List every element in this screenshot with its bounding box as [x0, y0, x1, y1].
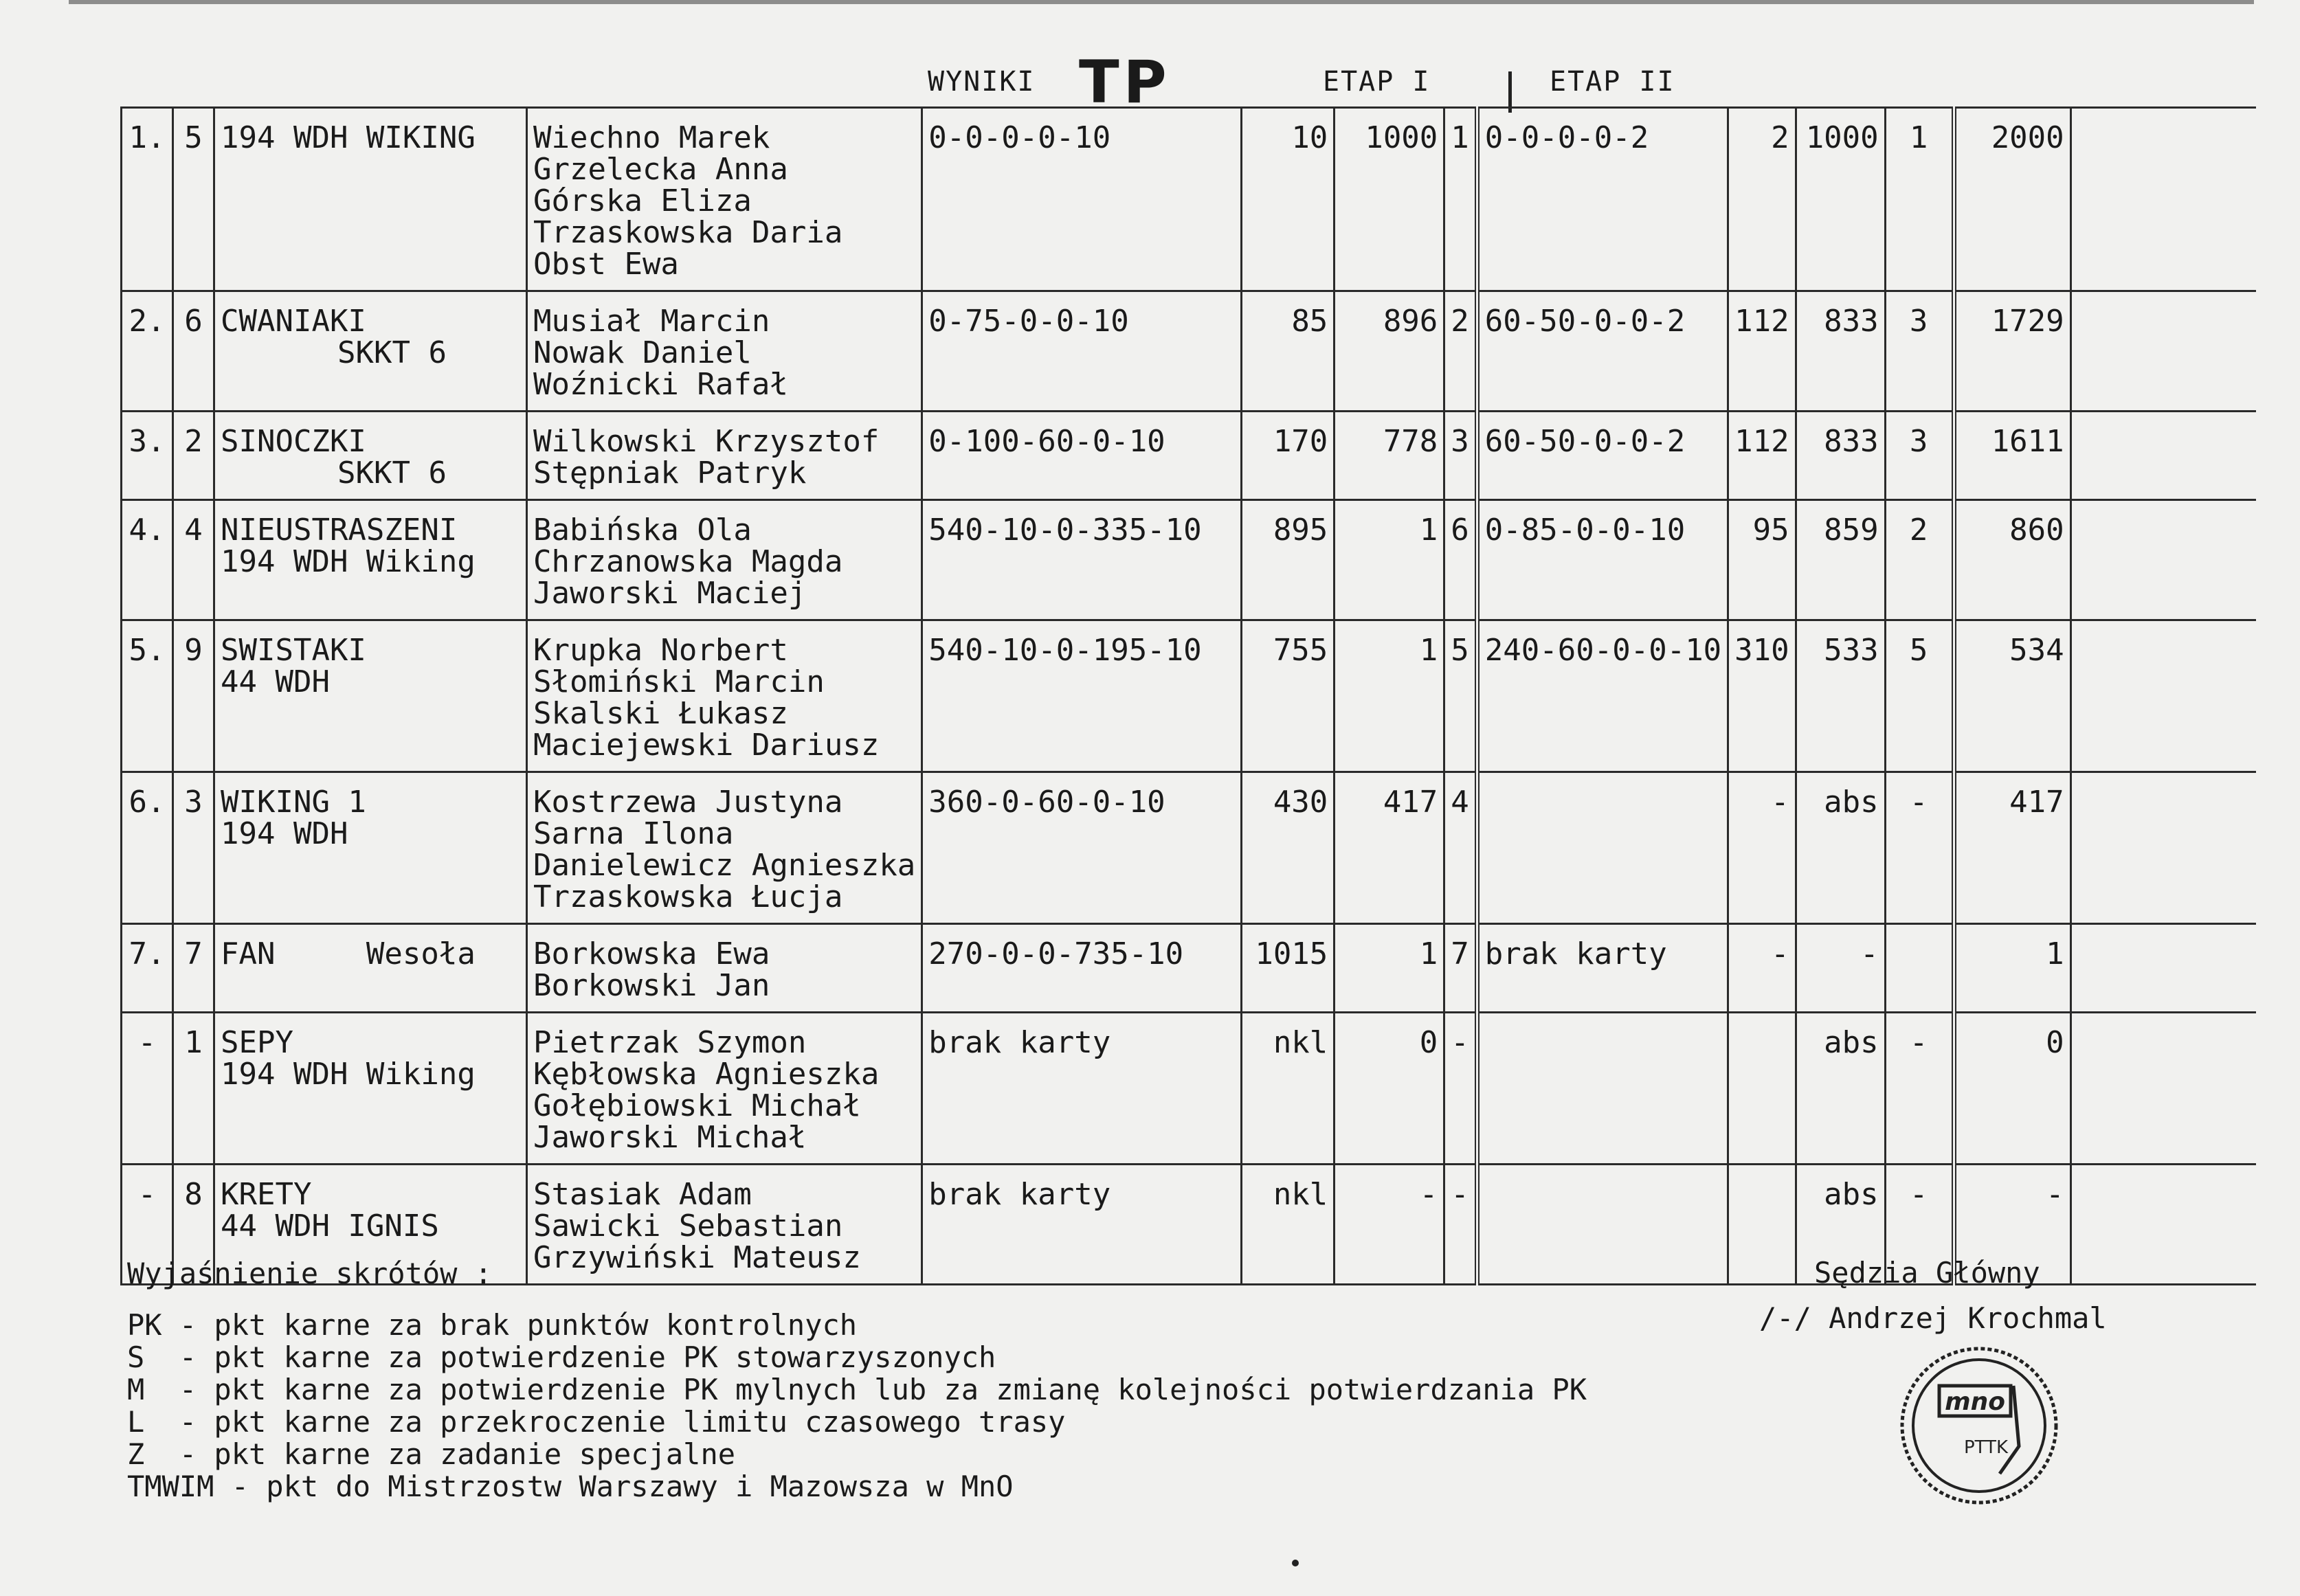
team-line: SINOCZKI [221, 424, 366, 459]
stage2-points-cell: abs [1796, 772, 1885, 924]
stage1-penalties-cell: 540-10-0-195-10 [922, 620, 1242, 772]
team-cell [214, 1013, 527, 1165]
members-cell [527, 108, 922, 291]
stage1-penalties-cell: 360-0-60-0-10 [922, 772, 1242, 924]
member-name: Trzaskowska Daria [533, 215, 843, 250]
stage2-penalty-sum-cell [1728, 1013, 1796, 1165]
legend-title: Wyjaśnienie skrótów : [127, 1257, 493, 1290]
stage2-points-cell: abs [1796, 1165, 1885, 1285]
total-points-cell: 2000 [1954, 108, 2070, 291]
member-name: Sarna Ilona [533, 816, 734, 851]
member-name: Maciejewski Dariusz [533, 728, 880, 763]
team-cell [214, 620, 527, 772]
stage1-points-cell: 0 [1335, 1013, 1444, 1165]
stage2-points-cell: 833 [1796, 412, 1885, 500]
stage2-rank-cell: 5 [1885, 620, 1954, 772]
members-cell [527, 412, 922, 500]
team-cell [214, 291, 527, 412]
members-cell [527, 924, 922, 1013]
stage2-rank-cell: 3 [1885, 291, 1954, 412]
result-row [122, 772, 2257, 924]
stage2-points-cell: 1000 [1796, 108, 1885, 291]
stage1-points-cell: 778 [1335, 412, 1444, 500]
team-cell [214, 924, 527, 1013]
stage1-points-cell: 1 [1335, 500, 1444, 620]
place-cell: - [122, 1165, 173, 1285]
stage2-points-cell: 859 [1796, 500, 1885, 620]
team-line: 44 WDH [221, 664, 330, 699]
start-number-cell: 3 [173, 772, 214, 924]
stage2-penalties-cell: brak karty [1477, 924, 1728, 1013]
result-row [122, 500, 2257, 620]
member-name: Borkowski Jan [533, 968, 770, 1003]
place-cell: 7. [122, 924, 173, 1013]
legend-line: TMWIM - pkt do Mistrzostw Warszawy i Mazowsza w MnO [127, 1470, 1014, 1503]
result-row [122, 924, 2257, 1013]
judge-title: Sędzia Główny [1814, 1256, 2040, 1290]
judge-name: /-/ Andrzej Krochmal [1759, 1301, 2107, 1335]
team-cell [214, 108, 527, 291]
stage2-rank-cell: 1 [1885, 108, 1954, 291]
member-name: Musiał Marcin [533, 304, 770, 339]
speck [1292, 1560, 1299, 1566]
team-cell [214, 412, 527, 500]
header-tp: TP [1079, 48, 1171, 117]
empty-cell [2070, 500, 2256, 620]
member-name: Woźnicki Rafał [533, 367, 788, 402]
member-name: Danielewicz Agnieszka [533, 848, 916, 883]
member-name: Pietrzak Szymon [533, 1025, 807, 1060]
stage1-penalty-sum-cell: 895 [1242, 500, 1335, 620]
member-name: Jaworski Michał [533, 1120, 807, 1155]
team-line: FAN Wesoła [221, 936, 476, 971]
start-number-cell: 8 [173, 1165, 214, 1285]
stage2-penalty-sum-cell: 112 [1728, 412, 1796, 500]
team-line: KRETY [221, 1177, 312, 1212]
stage1-penalties-cell: 540-10-0-335-10 [922, 500, 1242, 620]
member-name: Krupka Norbert [533, 633, 788, 668]
start-number-cell: 6 [173, 291, 214, 412]
empty-cell [2070, 1013, 2256, 1165]
stage1-rank-cell: 4 [1444, 772, 1477, 924]
member-name: Jaworski Maciej [533, 576, 807, 611]
stage1-penalties-cell: 270-0-0-735-10 [922, 924, 1242, 1013]
stage1-penalty-sum-cell: 85 [1242, 291, 1335, 412]
stamp-top-text: mno [1945, 1388, 2005, 1416]
stage1-rank-cell: 5 [1444, 620, 1477, 772]
stage1-rank-cell: 6 [1444, 500, 1477, 620]
chief-judge-signature [1759, 1250, 2107, 1341]
stage2-penalty-sum-cell: - [1728, 772, 1796, 924]
stage2-rank-cell: - [1885, 1165, 1954, 1285]
stage1-penalty-sum-cell: nkl [1242, 1013, 1335, 1165]
stage2-rank-cell [1885, 924, 1954, 1013]
team-line: SKKT 6 [337, 456, 447, 491]
team-line: NIEUSTRASZENI [221, 513, 458, 548]
stage1-penalty-sum-cell: 10 [1242, 108, 1335, 291]
member-name: Stasiak Adam [533, 1177, 752, 1212]
place-cell: 6. [122, 772, 173, 924]
legend-line: L - pkt karne za przekroczenie limitu czasowego trasy [127, 1405, 1066, 1439]
members-cell [527, 1013, 922, 1165]
stamp-bottom-text: PTTK [1963, 1437, 2009, 1458]
stage1-points-cell: 1000 [1335, 108, 1444, 291]
total-points-cell: 1 [1954, 924, 2070, 1013]
result-row [122, 108, 2257, 291]
legend-line: M - pkt karne za potwierdzenie PK mylnych lub za zmianę kolejności potwierdzania PK [127, 1373, 1587, 1406]
members-cell [527, 291, 922, 412]
empty-cell [2070, 291, 2256, 412]
team-line: 194 WDH [221, 816, 348, 851]
empty-cell [2070, 620, 2256, 772]
start-number-cell: 9 [173, 620, 214, 772]
member-name: Babińska Ola [533, 513, 752, 548]
team-line: SWISTAKI [221, 633, 366, 668]
result-row [122, 291, 2257, 412]
member-name: Chrzanowska Magda [533, 544, 843, 579]
team-line: WIKING 1 [221, 785, 366, 820]
legend-line: PK - pkt karne za brak punktów kontrolnych [127, 1308, 858, 1342]
member-name: Górska Eliza [533, 183, 752, 218]
place-cell: - [122, 1013, 173, 1165]
stage1-penalty-sum-cell: 755 [1242, 620, 1335, 772]
stage2-penalty-sum-cell: - [1728, 924, 1796, 1013]
empty-cell [2070, 412, 2256, 500]
stage1-penalties-cell: brak karty [922, 1013, 1242, 1165]
stage1-rank-cell: - [1444, 1165, 1477, 1285]
stage2-penalties-cell: 240-60-0-0-10 [1477, 620, 1728, 772]
member-name: Stępniak Patryk [533, 456, 807, 491]
member-name: Wiechno Marek [533, 120, 770, 155]
stage1-rank-cell: 1 [1444, 108, 1477, 291]
stage2-penalties-cell: 0-85-0-0-10 [1477, 500, 1728, 620]
team-line: 194 WDH WIKING [221, 120, 476, 155]
header-wyniki: WYNIKI [928, 66, 1036, 98]
stage2-points-cell: 833 [1796, 291, 1885, 412]
team-cell [214, 772, 527, 924]
empty-cell [2070, 108, 2256, 291]
stage1-rank-cell: - [1444, 1013, 1477, 1165]
place-cell: 2. [122, 291, 173, 412]
member-name: Obst Ewa [533, 247, 679, 282]
members-cell [527, 620, 922, 772]
total-points-cell: 0 [1954, 1013, 2070, 1165]
total-points-cell: 417 [1954, 772, 2070, 924]
stage2-rank-cell: 3 [1885, 412, 1954, 500]
stage1-rank-cell: 2 [1444, 291, 1477, 412]
stage2-points-cell: - [1796, 924, 1885, 1013]
stage2-penalties-cell [1477, 772, 1728, 924]
member-name: Słomiński Marcin [533, 664, 825, 699]
stage2-penalties-cell: 60-50-0-0-2 [1477, 291, 1728, 412]
results-table [120, 106, 2256, 1285]
total-points-cell: 534 [1954, 620, 2070, 772]
member-name: Grzelecka Anna [533, 152, 788, 187]
stage2-rank-cell: - [1885, 1013, 1954, 1165]
member-name: Gołębiowski Michał [533, 1088, 861, 1123]
place-cell: 5. [122, 620, 173, 772]
empty-cell [2070, 924, 2256, 1013]
member-name: Borkowska Ewa [533, 936, 770, 971]
stage1-penalty-sum-cell: 170 [1242, 412, 1335, 500]
stage2-penalty-sum-cell: 112 [1728, 291, 1796, 412]
team-line: SKKT 6 [337, 335, 447, 370]
stage1-points-cell: - [1335, 1165, 1444, 1285]
stage2-penalties-cell: 0-0-0-0-2 [1477, 108, 1728, 291]
stage2-penalty-sum-cell: 2 [1728, 108, 1796, 291]
member-name: Grzywiński Mateusz [533, 1240, 861, 1275]
members-cell [527, 772, 922, 924]
member-name: Sawicki Sebastian [533, 1209, 843, 1244]
stage1-penalties-cell: 0-75-0-0-10 [922, 291, 1242, 412]
team-line: 44 WDH IGNIS [221, 1209, 439, 1244]
team-line: SEPY [221, 1025, 293, 1060]
stage1-rank-cell: 3 [1444, 412, 1477, 500]
stage1-penalties-cell: 0-100-60-0-10 [922, 412, 1242, 500]
start-number-cell: 4 [173, 500, 214, 620]
team-line: 194 WDH Wiking [221, 544, 476, 579]
total-points-cell: - [1954, 1165, 2070, 1285]
stage2-points-cell: abs [1796, 1013, 1885, 1165]
member-name: Skalski Łukasz [533, 696, 788, 731]
result-row [122, 412, 2257, 500]
start-number-cell: 1 [173, 1013, 214, 1165]
place-cell: 1. [122, 108, 173, 291]
stage1-rank-cell: 7 [1444, 924, 1477, 1013]
member-name: Kębłowska Agnieszka [533, 1057, 880, 1092]
stage2-penalties-cell [1477, 1013, 1728, 1165]
pttk-stamp [1897, 1343, 2062, 1508]
result-row [122, 1013, 2257, 1165]
member-name: Nowak Daniel [533, 335, 752, 370]
top-edge-line [69, 0, 2254, 4]
header-etap1: ETAP I [1323, 66, 1431, 98]
member-name: Trzaskowska Łucja [533, 879, 843, 914]
legend-line: Z - pkt karne za zadanie specjalne [127, 1437, 736, 1471]
team-line: CWANIAKI [221, 304, 366, 339]
empty-cell [2070, 772, 2256, 924]
stage2-rank-cell: 2 [1885, 500, 1954, 620]
legend-line: S - pkt karne za potwierdzenie PK stowarzyszonych [127, 1340, 996, 1374]
result-row [122, 620, 2257, 772]
team-line: 194 WDH Wiking [221, 1057, 476, 1092]
stage1-penalties-cell: brak karty [922, 1165, 1242, 1285]
members-cell [527, 500, 922, 620]
stage1-points-cell: 1 [1335, 620, 1444, 772]
stage1-penalty-sum-cell: nkl [1242, 1165, 1335, 1285]
total-points-cell: 1611 [1954, 412, 2070, 500]
stage1-points-cell: 1 [1335, 924, 1444, 1013]
stage2-penalty-sum-cell: 310 [1728, 620, 1796, 772]
stage1-points-cell: 417 [1335, 772, 1444, 924]
start-number-cell: 2 [173, 412, 214, 500]
stage1-penalty-sum-cell: 430 [1242, 772, 1335, 924]
start-number-cell: 5 [173, 108, 214, 291]
start-number-cell: 7 [173, 924, 214, 1013]
member-name: Wilkowski Krzysztof [533, 424, 880, 459]
abbreviations-legend [127, 1257, 1587, 1503]
header-etap2: ETAP II [1550, 66, 1675, 98]
stage2-rank-cell: - [1885, 772, 1954, 924]
member-name: Kostrzewa Justyna [533, 785, 843, 820]
total-points-cell: 860 [1954, 500, 2070, 620]
place-cell: 3. [122, 412, 173, 500]
place-cell: 4. [122, 500, 173, 620]
stage1-points-cell: 896 [1335, 291, 1444, 412]
stage2-penalties-cell: 60-50-0-0-2 [1477, 412, 1728, 500]
stage2-points-cell: 533 [1796, 620, 1885, 772]
stage2-penalty-sum-cell: 95 [1728, 500, 1796, 620]
team-cell [214, 500, 527, 620]
total-points-cell: 1729 [1954, 291, 2070, 412]
stage1-penalty-sum-cell: 1015 [1242, 924, 1335, 1013]
stage1-penalties-cell: 0-0-0-0-10 [922, 108, 1242, 291]
